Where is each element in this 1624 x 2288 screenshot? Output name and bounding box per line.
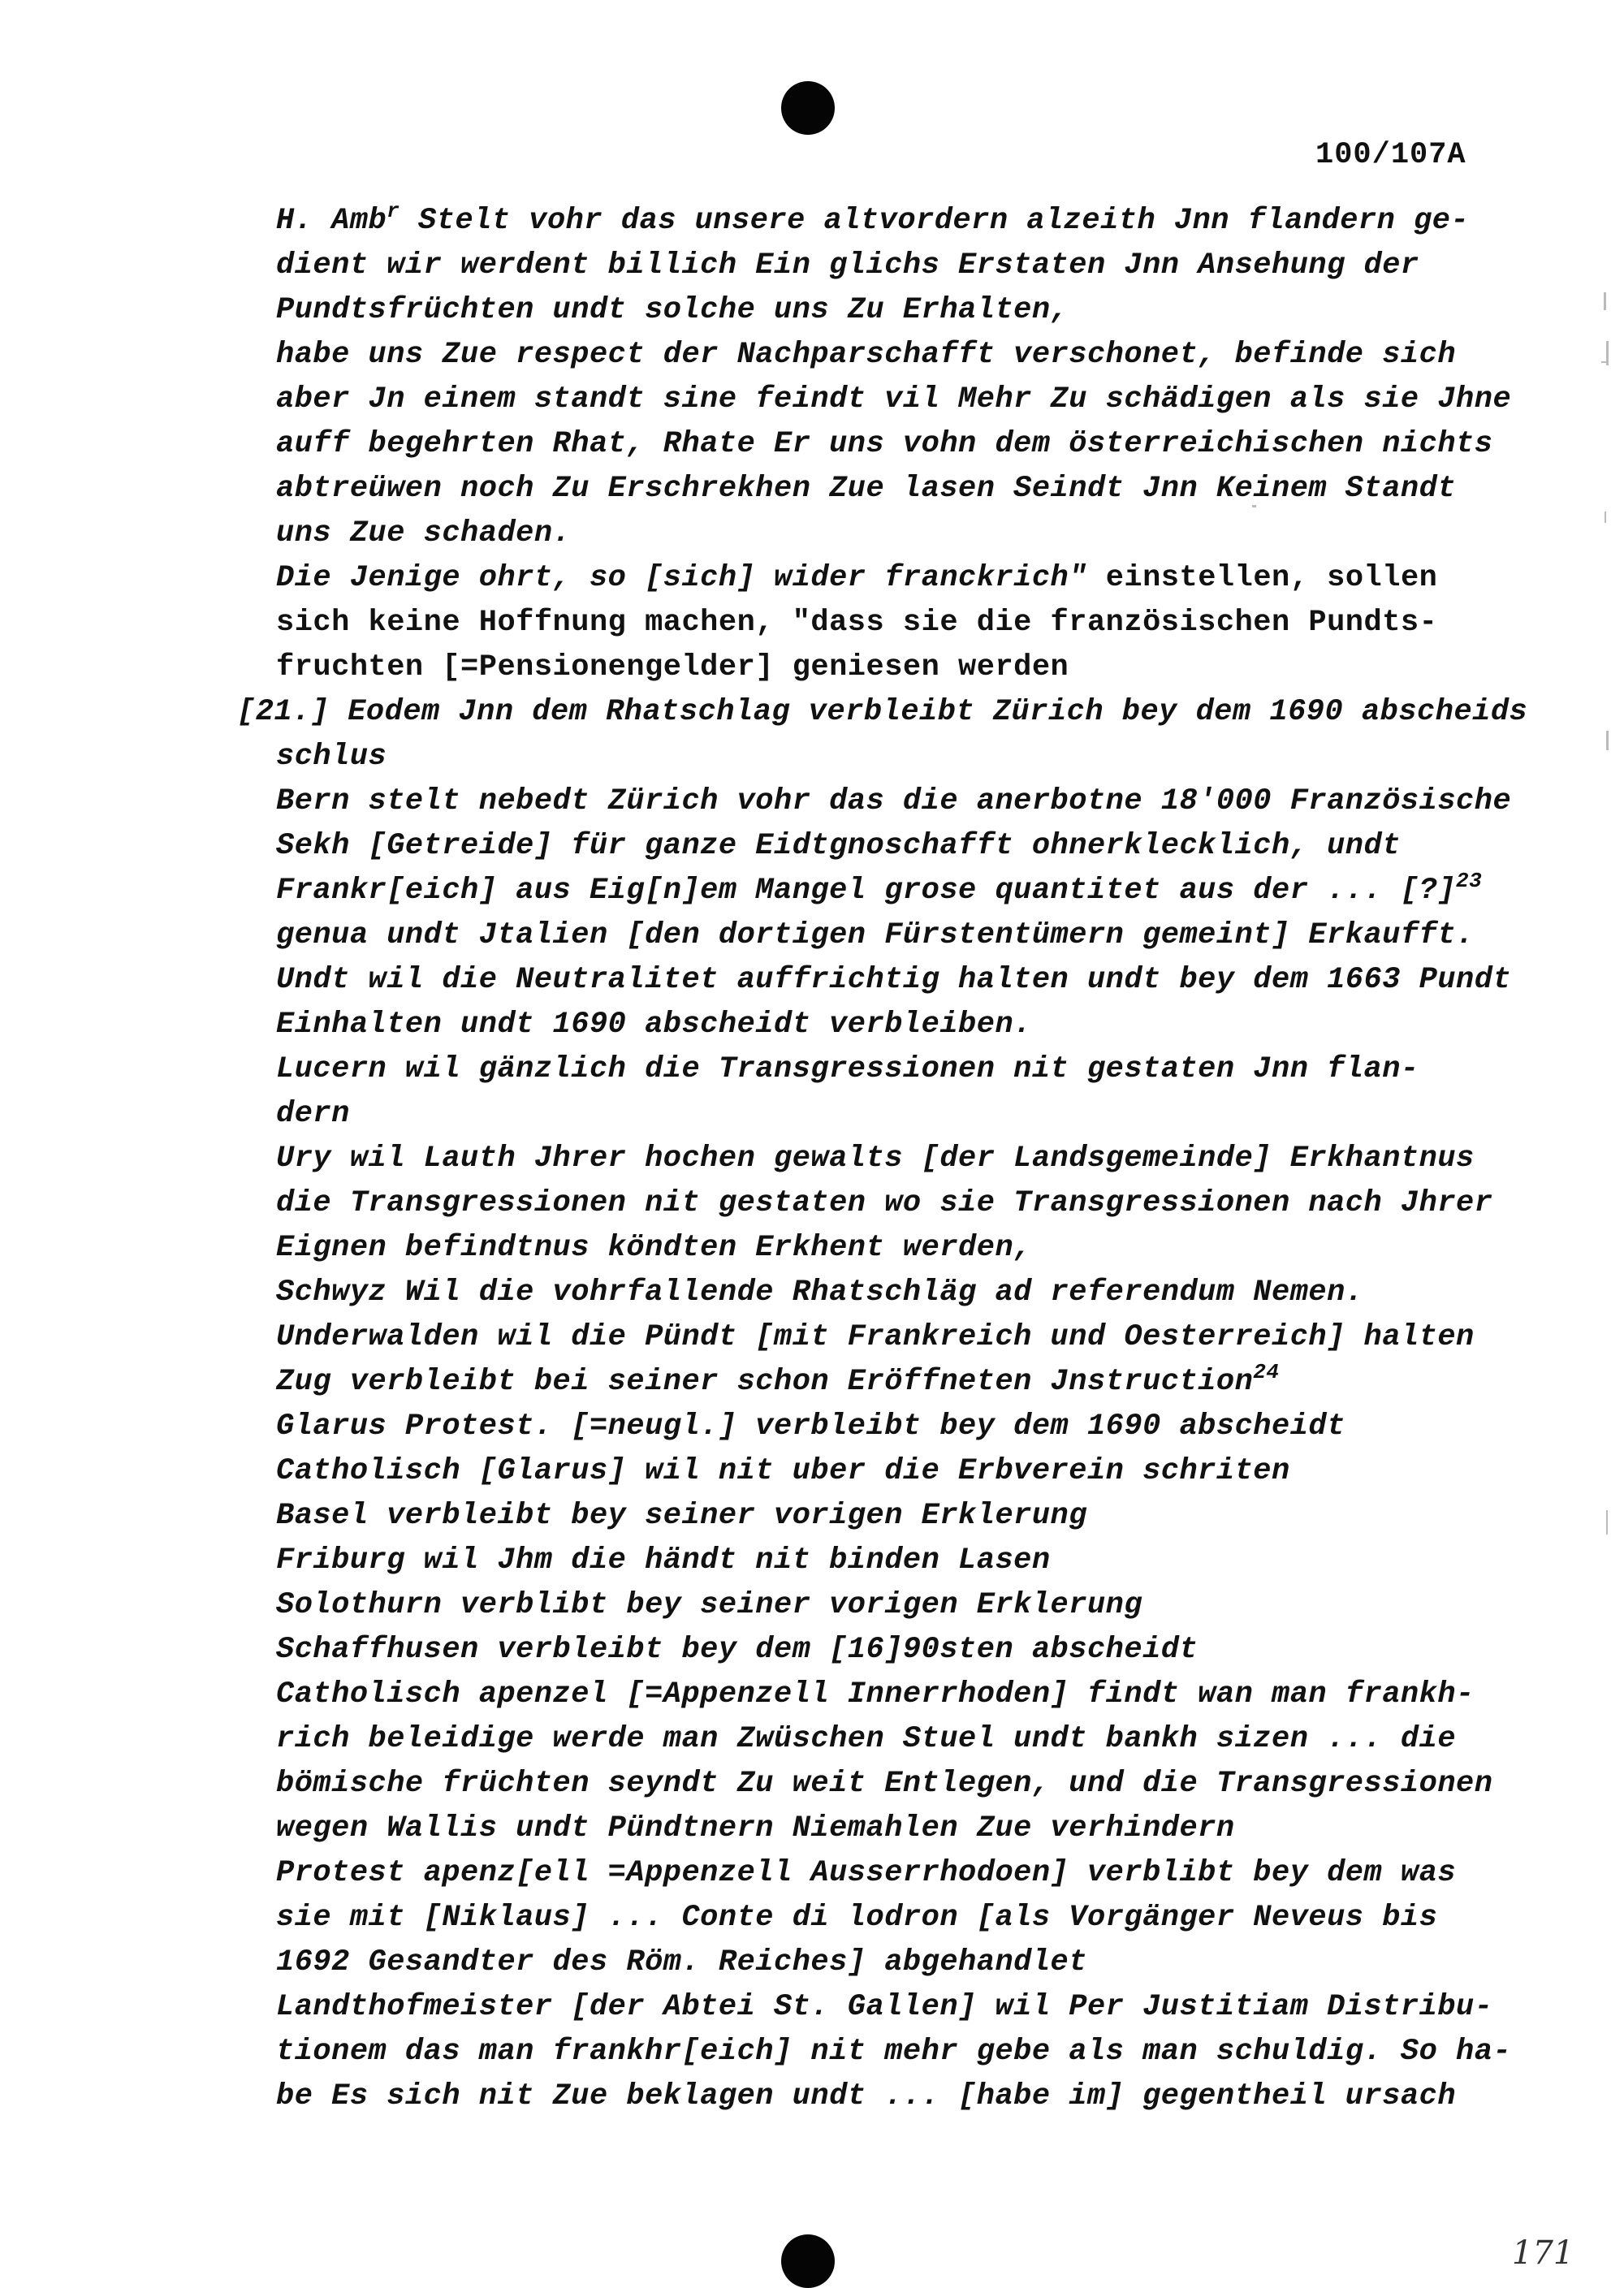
text-line: dern xyxy=(276,1097,350,1131)
punch-hole-bottom xyxy=(781,2234,835,2288)
line-text: H. Amb xyxy=(276,204,387,238)
text-line: be Es sich nit Zue beklagen undt ... [habe im] gegentheil ursach xyxy=(276,2079,1457,2113)
text-line: Pundtsfrüchten undt solche uns Zu Erhalten, xyxy=(276,293,1069,327)
text-line: tionem das man frankhr[eich] nit mehr gebe als man schuldig. So ha- xyxy=(276,2035,1512,2069)
text-line: rich beleidige werde man Zwüschen Stuel undt bankh sizen ... die xyxy=(276,1722,1457,1756)
line-text-continued: Stelt vohr das unsere altvordern alzeith Jnn flandern ge- xyxy=(400,204,1470,238)
text-line: abtreüwen noch Zu Erschrekhen Zue lasen Seindt Jnn Keinem Standt xyxy=(276,472,1457,506)
text-line xyxy=(276,199,1469,244)
text-line: [21.] Eodem Jnn dem Rhatschlag verbleibt Zürich bey dem 1690 abscheids xyxy=(237,695,1528,729)
margin-speck xyxy=(1606,1510,1608,1535)
line-text: Die Jenige ohrt, so [sich] wider franckrich xyxy=(276,561,1069,595)
text-line: habe uns Zue respect der Nachparschafft verschonet, befinde sich xyxy=(276,338,1457,372)
text-line: Solothurn verblibt bey seiner vorigen Erklerung xyxy=(276,1588,1143,1622)
punch-hole-top xyxy=(781,81,835,135)
handwritten-folio-number: 171 xyxy=(1512,2234,1574,2272)
margin-speck xyxy=(1606,341,1609,365)
text-line: Eignen befindtnus köndten Erkhent werden, xyxy=(276,1231,1032,1265)
text-line: Catholisch [Glarus] wil nit uber die Erbverein schriten xyxy=(276,1454,1290,1488)
margin-speck xyxy=(1604,292,1606,310)
quote-mark: " xyxy=(1069,561,1087,595)
margin-speck xyxy=(1605,512,1606,523)
margin-speck xyxy=(1601,361,1606,363)
text-line: Glarus Protest. [=neugl.] verbleibt bey dem 1690 abscheidt xyxy=(276,1409,1345,1444)
line-text: Frankr[eich] aus Eig[n]em Mangel grose quantitet aus der ... [?] xyxy=(276,874,1457,908)
text-line xyxy=(276,556,1437,601)
text-line: Friburg wil Jhm die händt nit binden Lasen xyxy=(276,1543,1051,1578)
text-line: sich keine Hoffnung machen, "dass sie die französischen Pundts- xyxy=(276,606,1438,640)
footnote-marker: 24 xyxy=(1253,1360,1280,1384)
line-text-upright: einstellen, sollen xyxy=(1086,561,1438,595)
text-line: Basel verbleibt bey seiner vorigen Erklerung xyxy=(276,1499,1087,1533)
text-line: Undt wil die Neutralitet auffrichtig halten undt bey dem 1663 Pundt xyxy=(276,963,1512,997)
text-line xyxy=(276,869,1482,913)
text-line: Sekh [Getreide] für ganze Eidtgnoschafft ohnerklecklich, undt xyxy=(276,829,1401,863)
text-line: schlus xyxy=(276,740,387,774)
text-line: Lucern wil gänzlich die Transgressionen nit gestaten Jnn flan- xyxy=(276,1052,1419,1086)
text-line xyxy=(276,1360,1280,1405)
text-line: genua undt Jtalien [den dortigen Fürstentümern gemeint] Erkaufft. xyxy=(276,918,1475,952)
superscript: r xyxy=(387,199,400,223)
text-line: Schwyz Wil die vohrfallende Rhatschläg ad referendum Nemen. xyxy=(276,1276,1364,1310)
text-line: Ury wil Lauth Jhrer hochen gewalts [der Landsgemeinde] Erkhantnus xyxy=(276,1142,1475,1176)
text-line: bömische früchten seyndt Zu weit Entlegen, und die Transgressionen xyxy=(276,1767,1493,1801)
text-line: sie mit [Niklaus] ... Conte di lodron [als Vorgänger Neveus bis xyxy=(276,1901,1438,1935)
text-line: 1692 Gesandter des Röm. Reiches] abgehandlet xyxy=(276,1945,1087,1979)
text-line: die Transgressionen nit gestaten wo sie Transgressionen nach Jhrer xyxy=(276,1186,1493,1220)
text-line: auff begehrten Rhat, Rhate Er uns vohn dem österreichischen nichts xyxy=(276,427,1493,461)
text-line: fruchten [=Pensionengelder] geniesen werden xyxy=(276,650,1069,684)
text-line: Catholisch apenzel [=Appenzell Innerrhoden] findt wan man frankh- xyxy=(276,1677,1475,1712)
text-line: dient wir werdent billich Ein glichs Erstaten Jnn Ansehung der xyxy=(276,248,1419,283)
text-line: Schaffhusen verbleibt bey dem [16]90sten abscheidt xyxy=(276,1633,1199,1667)
text-line: Landthofmeister [der Abtei St. Gallen] wil Per Justitiam Distribu- xyxy=(276,1990,1493,2024)
text-line: Bern stelt nebedt Zürich vohr das die anerbotne 18'000 Französische xyxy=(276,784,1512,818)
text-line: Einhalten undt 1690 abscheidt verbleiben. xyxy=(276,1008,1032,1042)
margin-speck xyxy=(1606,731,1609,750)
text-line: uns Zue schaden. xyxy=(276,516,572,550)
text-line: aber Jn einem standt sine feindt vil Mehr Zu schädigen als sie Jhne xyxy=(276,382,1512,417)
text-line: wegen Wallis undt Pündtnern Niemahlen Zue verhindern xyxy=(276,1811,1235,1846)
footnote-marker: 23 xyxy=(1456,869,1483,893)
text-line: Underwalden wil die Pündt [mit Frankreich und Oesterreich] halten xyxy=(276,1320,1475,1354)
line-text: Zug verbleibt bei seiner schon Eröffneten Jnstruction xyxy=(276,1365,1254,1399)
text-line: Protest apenz[ell =Appenzell Ausserrhodoen] verblibt bey dem was xyxy=(276,1856,1457,1890)
document-reference-number: 100/107A xyxy=(1315,138,1466,172)
